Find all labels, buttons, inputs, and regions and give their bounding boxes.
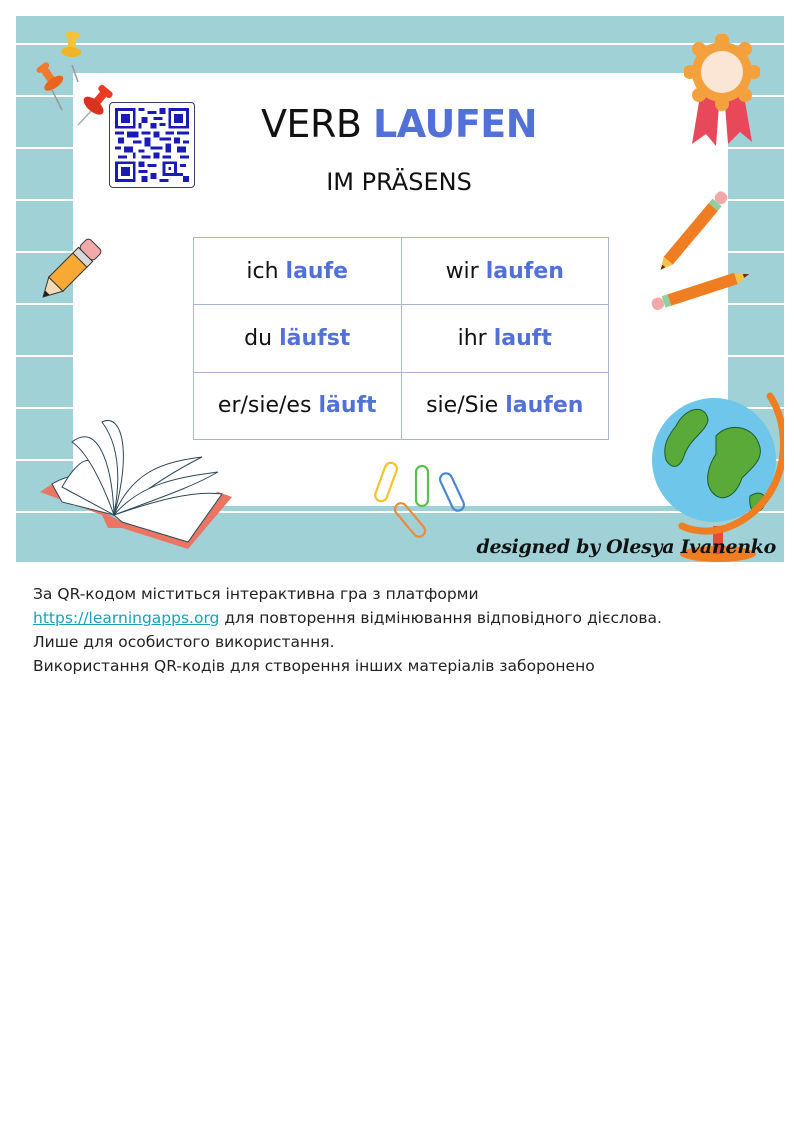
pronoun: ich	[246, 258, 279, 284]
conjugation-cell	[401, 372, 609, 439]
pencil-icon	[30, 230, 110, 310]
conjugation-cell	[194, 238, 402, 305]
page-subtitle: IM PRÄSENS	[326, 168, 472, 196]
open-book-icon	[22, 412, 242, 562]
verb-form: laufen	[505, 393, 584, 419]
verb-form: laufen	[485, 258, 564, 284]
paperclips-icon	[374, 460, 474, 550]
table-row	[194, 238, 609, 305]
pronoun: wir	[445, 258, 479, 284]
verb-form: läuft	[318, 393, 377, 419]
qr-code-icon	[115, 108, 189, 182]
table-row	[194, 372, 609, 439]
verb-form: laufe	[285, 258, 349, 284]
pronoun: du	[244, 325, 273, 351]
title-verb: LAUFEN	[373, 102, 538, 146]
table-row	[194, 305, 609, 372]
note-line-2	[33, 606, 773, 630]
conjugation-table	[193, 237, 609, 440]
title-prefix: VERB	[260, 102, 362, 146]
conjugation-cell	[194, 305, 402, 372]
push-pins-icon	[20, 20, 120, 130]
learningapps-link[interactable]: https://learningapps.org	[33, 609, 220, 627]
page-title	[189, 102, 609, 146]
award-rosette-icon	[684, 34, 760, 154]
note-line-3: Лише для особистого використання.	[33, 633, 335, 651]
note-line-2-text: для повторення відмінювання відповідного дієслова.	[219, 609, 662, 627]
pencils-icon	[632, 184, 756, 314]
qr-code[interactable]	[109, 102, 195, 188]
author-signature: designed by Olesya Ivanenko	[476, 536, 776, 558]
verb-form: läufst	[279, 325, 351, 351]
pronoun: sie/Sie	[426, 393, 499, 419]
pronoun: ihr	[457, 325, 487, 351]
note-line-1: За QR-кодом міститься інтерактивна гра з платформи	[33, 585, 479, 603]
conjugation-cell	[401, 305, 609, 372]
verb-form: lauft	[493, 325, 552, 351]
pronoun: er/sie/es	[217, 393, 312, 419]
verb-poster	[16, 16, 784, 562]
note-line-4: Використання QR-кодів для створення інших матеріалів заборонено	[33, 657, 595, 675]
usage-notes	[33, 582, 773, 678]
conjugation-cell	[401, 238, 609, 305]
